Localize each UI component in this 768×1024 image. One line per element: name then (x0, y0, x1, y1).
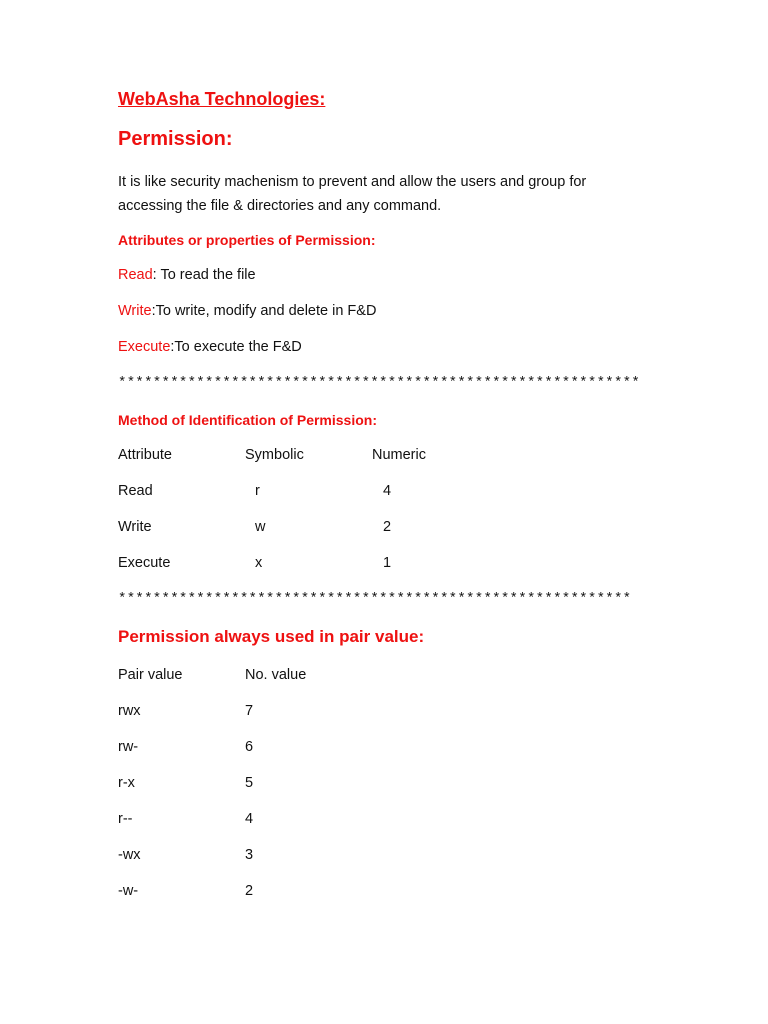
table-cell-pair: r-- (118, 811, 133, 827)
table-cell-attribute: Write (118, 519, 152, 535)
table-cell-pair: r-x (118, 775, 135, 791)
attributes-heading: Attributes or properties of Permission: (118, 232, 376, 248)
table-cell-attribute: Execute (118, 555, 171, 571)
table-cell-number: 4 (245, 811, 254, 827)
table-cell-symbolic: r (255, 483, 260, 499)
column-header-pair: Pair value (118, 667, 183, 683)
attribute-term: Execute (118, 339, 171, 355)
table-cell-number: 3 (245, 847, 254, 863)
table-cell-number: 5 (245, 775, 254, 791)
column-header-number: No. value (245, 667, 307, 683)
table-cell-pair: -w- (118, 883, 139, 899)
attribute-desc: :To write, modify and delete in F&D (151, 303, 377, 319)
separator-line: ************************************************************ (118, 375, 641, 391)
table-cell-numeric: 2 (383, 519, 392, 535)
column-header-symbolic: Symbolic (245, 447, 304, 463)
pair-value-heading: Permission always used in pair value: (118, 627, 425, 646)
identification-heading: Method of Identification of Permission: (118, 412, 377, 428)
attribute-write (118, 303, 376, 319)
table-cell-number: 7 (245, 703, 254, 719)
separator-line: *********************************************************** (118, 591, 632, 607)
table-cell-pair: rw- (118, 739, 139, 755)
table-cell-pair: rwx (118, 703, 141, 719)
table-cell-pair: -wx (118, 847, 141, 863)
attribute-term: Write (118, 303, 152, 319)
table-cell-number: 6 (245, 739, 254, 755)
column-header-numeric: Numeric (372, 447, 426, 463)
table-cell-symbolic: x (255, 555, 263, 571)
page-title: Permission: (118, 128, 233, 150)
attribute-read (118, 267, 256, 283)
table-cell-number: 2 (245, 883, 254, 899)
attribute-term: Read (118, 267, 153, 283)
attribute-desc: : To read the file (152, 267, 256, 283)
table-cell-symbolic: w (255, 519, 266, 535)
column-header-attribute: Attribute (118, 447, 172, 463)
attribute-desc: :To execute the F&D (170, 339, 302, 355)
attribute-execute (118, 339, 302, 355)
table-cell-attribute: Read (118, 483, 153, 499)
table-cell-numeric: 4 (383, 483, 392, 499)
intro-paragraph: It is like security machenism to prevent and allow the users and group for accessing the file & directories and any command. (118, 174, 587, 214)
company-heading: WebAsha Technologies: (118, 89, 326, 109)
table-cell-numeric: 1 (383, 555, 392, 571)
